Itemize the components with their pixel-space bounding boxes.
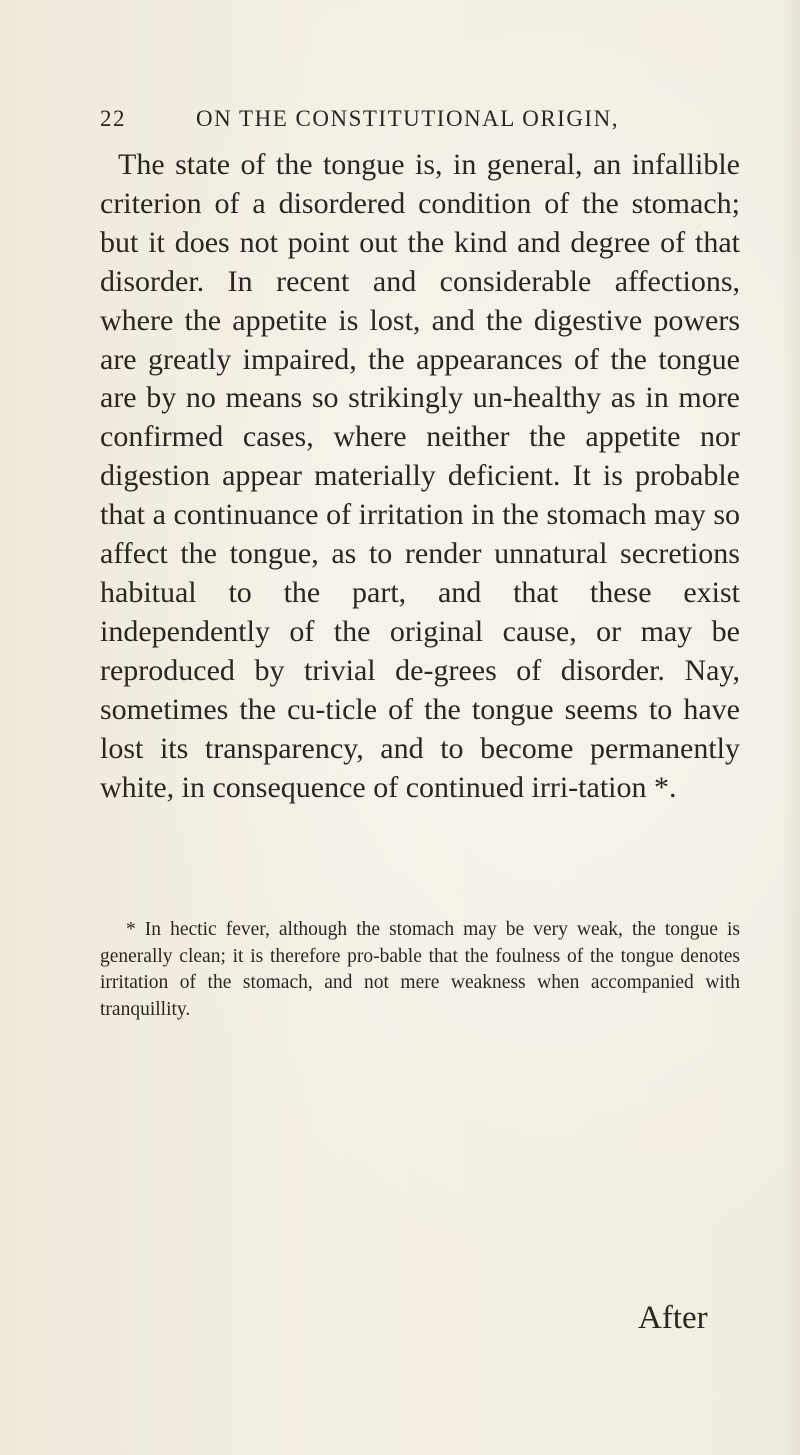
catchword: After <box>638 1300 708 1336</box>
running-head <box>100 106 740 132</box>
footnote <box>100 917 740 1024</box>
page-number: 22 <box>100 106 126 131</box>
footnote-text: * In hectic fever, although the stomach may be very weak, the tongue is generally clean; it is therefore pro-bable that the foulness of the tongue denotes irritation of the stomach, and not mere weakness when accompanied with tranquillity. <box>100 919 740 1021</box>
running-title: ON THE CONSTITUTIONAL ORIGIN, <box>196 106 619 131</box>
body-paragraph: The state of the tongue is, in general, an infallible criterion of a disordered condition of the stomach; but it does not point out the kind and degree of that disorder. In recent and considerable affections, where the appetite is lost, and the digestive powers are greatly impaired, the appearances of the tongue are by no means so strikingly un-healthy as in more confirmed cases, where neither the appetite nor digestion appear materially deficient. It is probable that a continuance of irritation in the stomach may so affect the tongue, as to render unnatural secretions habitual to the part, and that these exist independently of the original cause, or may be reproduced by trivial de-grees of disorder. Nay, sometimes the cu-ticle of the tongue seems to have lost its transparency, and to become permanently white, in consequence of continued irri-tation *. <box>100 148 740 804</box>
page-edge-shadow <box>782 0 800 1455</box>
main-text <box>100 146 740 807</box>
